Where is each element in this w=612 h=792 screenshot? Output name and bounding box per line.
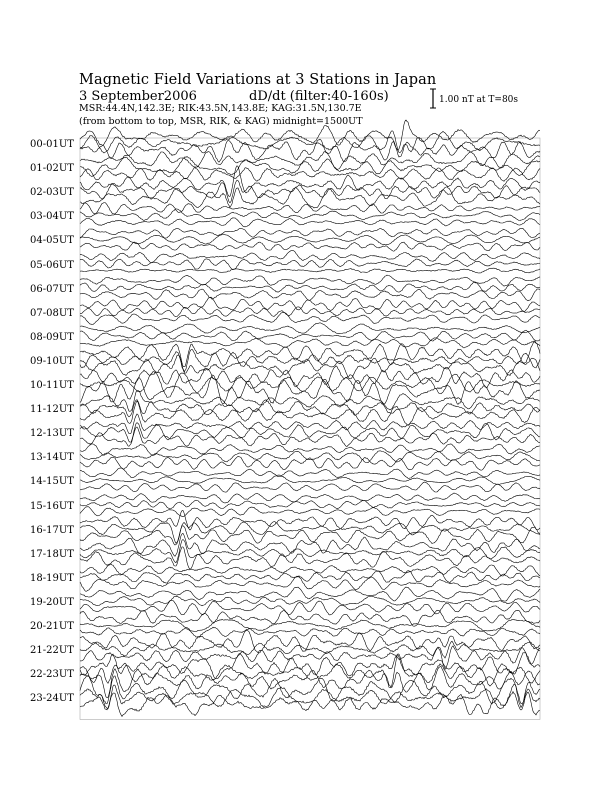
plot-frame xyxy=(80,138,540,719)
hour-label-22-23UT: 22-23UT xyxy=(30,669,74,681)
hour-label-13-14UT: 13-14UT xyxy=(30,452,74,464)
hour-label-19-20UT: 19-20UT xyxy=(30,596,74,608)
trace-msr-13-14UT xyxy=(80,444,540,456)
hour-label-09-10UT: 09-10UT xyxy=(30,355,74,367)
trace-rik-15-16UT xyxy=(80,500,540,509)
trace-kag-17-18UT xyxy=(80,547,540,569)
trace-msr-08-09UT xyxy=(80,323,540,334)
trace-kag-23-24UT xyxy=(80,692,540,717)
scale-label: 1.00 nT at T=80s xyxy=(439,95,519,105)
trace-kag-03-04UT xyxy=(80,218,540,227)
trace-kag-13-14UT xyxy=(80,456,540,470)
trace-rik-20-21UT xyxy=(80,619,540,631)
station-order-note: (from bottom to top, MSR, RIK, & KAG) midnight=1500UT xyxy=(79,116,363,127)
trace-rik-07-08UT xyxy=(80,307,540,317)
component-label: dD/dt (filter:40-160s) xyxy=(249,89,389,104)
date-label: 3 September2006 xyxy=(79,89,197,104)
trace-msr-19-20UT xyxy=(80,587,540,601)
trace-msr-15-16UT xyxy=(80,493,540,503)
trace-kag-15-16UT xyxy=(80,507,540,517)
trace-kag-11-12UT xyxy=(80,401,540,425)
hour-label-23-24UT: 23-24UT xyxy=(30,693,74,705)
trace-msr-04-05UT xyxy=(80,228,540,238)
trace-kag-01-02UT xyxy=(80,168,540,182)
trace-rik-14-15UT xyxy=(80,475,540,484)
hour-label-06-07UT: 06-07UT xyxy=(30,283,74,295)
trace-msr-22-23UT xyxy=(80,653,540,679)
trace-msr-02-03UT xyxy=(80,166,540,197)
hour-label-17-18UT: 17-18UT xyxy=(30,548,74,560)
trace-msr-23-24UT xyxy=(80,676,540,708)
trace-rik-08-09UT xyxy=(80,330,540,341)
trace-kag-04-05UT xyxy=(80,242,540,251)
hour-label-14-15UT: 14-15UT xyxy=(30,476,74,488)
trace-msr-14-15UT xyxy=(80,468,540,478)
trace-msr-18-19UT xyxy=(80,564,540,576)
trace-kag-02-03UT xyxy=(80,187,540,208)
trace-rik-06-07UT xyxy=(80,282,540,292)
hour-label-21-22UT: 21-22UT xyxy=(30,645,74,657)
hour-label-11-12UT: 11-12UT xyxy=(30,404,74,416)
hour-label-08-09UT: 08-09UT xyxy=(30,331,74,343)
trace-kag-06-07UT xyxy=(80,289,540,301)
hour-label-16-17UT: 16-17UT xyxy=(30,524,74,536)
trace-msr-16-17UT xyxy=(80,511,540,531)
trace-kag-14-15UT xyxy=(80,482,540,492)
trace-kag-20-21UT xyxy=(80,627,540,637)
hour-label-20-21UT: 20-21UT xyxy=(30,621,74,632)
trace-msr-11-12UT xyxy=(80,390,540,411)
trace-kag-10-11UT xyxy=(80,375,540,404)
trace-rik-18-19UT xyxy=(80,571,540,584)
hour-label-03-04UT: 03-04UT xyxy=(30,211,74,223)
hour-label-07-08UT: 07-08UT xyxy=(30,307,74,319)
chart-title: Magnetic Field Variations at 3 Stations in Japan xyxy=(79,72,437,88)
hour-label-18-19UT: 18-19UT xyxy=(30,572,74,584)
trace-rik-05-06UT xyxy=(80,259,540,270)
hour-label-00-01UT: 00-01UT xyxy=(30,139,74,150)
trace-msr-07-08UT xyxy=(80,297,540,312)
hour-label-05-06UT: 05-06UT xyxy=(30,259,74,271)
hour-label-10-11UT: 10-11UT xyxy=(30,380,74,391)
hour-label-01-02UT: 01-02UT xyxy=(30,163,74,175)
trace-rik-01-02UT xyxy=(80,156,540,176)
trace-rik-21-22UT xyxy=(80,641,540,658)
trace-msr-03-04UT xyxy=(80,203,540,215)
trace-msr-05-06UT xyxy=(80,250,540,262)
station-coordinates: MSR:44.4N,142.3E; RIK:43.5N,143.8E; KAG:31.5N,130.7E xyxy=(79,103,362,114)
trace-kag-05-06UT xyxy=(80,268,540,273)
trace-kag-19-20UT xyxy=(80,600,540,615)
trace-msr-00-01UT xyxy=(80,120,540,151)
hour-label-02-03UT: 02-03UT xyxy=(30,187,74,199)
trace-kag-00-01UT xyxy=(80,139,540,162)
trace-msr-12-13UT xyxy=(80,414,540,434)
hour-label-12-13UT: 12-13UT xyxy=(30,428,74,440)
trace-rik-02-03UT xyxy=(80,180,540,203)
hour-label-15-16UT: 15-16UT xyxy=(30,500,74,512)
hour-label-04-05UT: 04-05UT xyxy=(30,235,74,247)
trace-rik-03-04UT xyxy=(80,209,540,221)
trace-kag-07-08UT xyxy=(80,312,540,324)
